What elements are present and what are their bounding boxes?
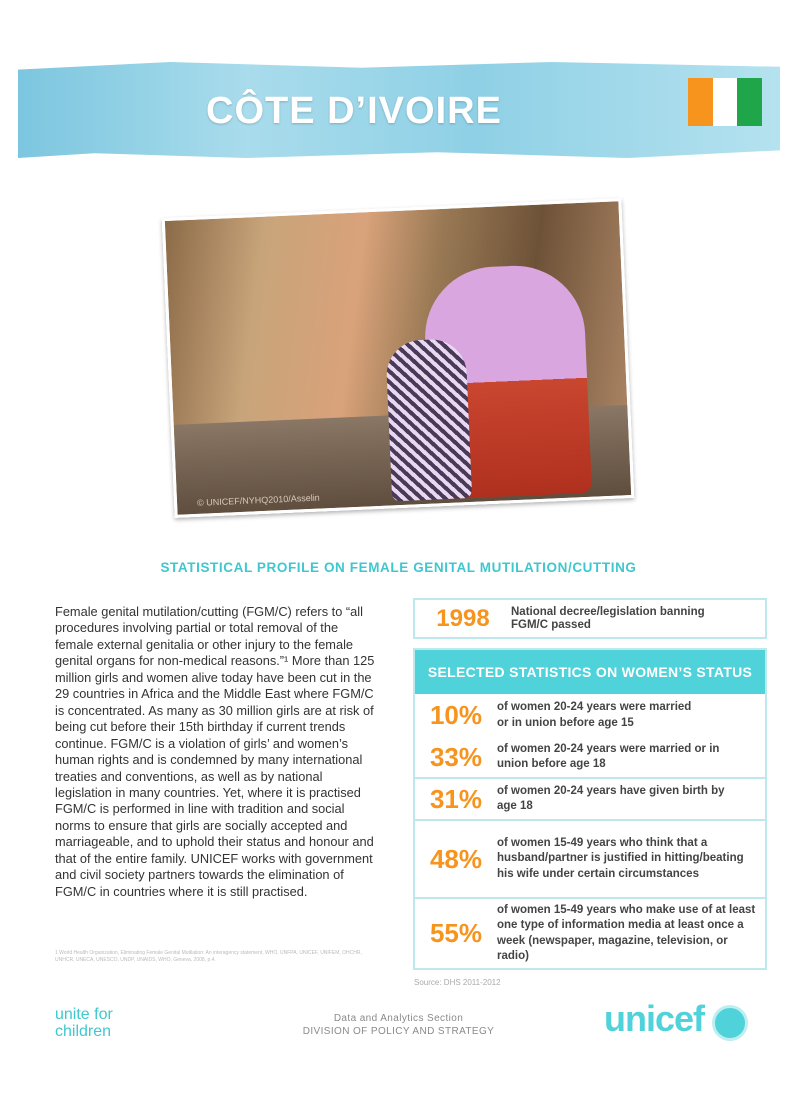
stats-panel	[413, 648, 767, 970]
stat-row	[415, 821, 765, 899]
stat-text: of women 20-24 years were married or in union before age 15	[497, 701, 692, 729]
stat-text: of women 15-49 years who make use of at least one type of information media at least once a week (newspaper, magazine, television, or radio)	[497, 903, 756, 962]
stats-heading: SELECTED STATISTICS ON WOMEN’S STATUS	[415, 650, 765, 694]
unicef-logo: unicef	[604, 998, 705, 1039]
division-line-1: Data and Analytics Section	[333, 1013, 464, 1024]
photo-credit: © UNICEF/NYHQ2010/Asselin	[196, 492, 320, 508]
stat-value: 10%	[429, 700, 483, 730]
stat-row	[415, 899, 765, 968]
source-note: Source: DHS 2011-2012	[414, 978, 501, 987]
division-line-2: DIVISION OF POLICY AND STRATEGY	[302, 1026, 495, 1037]
stat-row	[415, 737, 765, 779]
stat-value: 31%	[429, 783, 483, 814]
legislation-box	[413, 598, 767, 639]
stat-value: 55%	[429, 918, 483, 948]
footnote: 1 World Health Organization, Eliminating Female Genital Mutilation: An interagency statement, WHO, UNFPA, UNICEF, UNIFEM, OHCHR, UNHCR, UNECA, UNESCO, UNDP, UNAIDS, WHO, Geneva, 2008, p.4.	[55, 950, 362, 963]
stat-value: 48%	[429, 843, 483, 874]
stat-text: of women 20-24 years were married or in union before age 18	[497, 742, 720, 770]
tagline-line-2: children	[55, 1023, 112, 1040]
section-subtitle: STATISTICAL PROFILE ON FEMALE GENITAL MUTILATION/CUTTING	[160, 560, 637, 575]
country-title: CÔTE D’IVOIRE	[206, 90, 502, 132]
stat-row	[415, 694, 765, 737]
legislation-year: 1998	[436, 604, 490, 632]
flag-icon	[688, 78, 762, 126]
stat-row	[415, 779, 765, 821]
unicef-globe-icon	[712, 1005, 748, 1041]
tagline-line-1: unite for	[55, 1006, 113, 1023]
stat-value: 33%	[429, 741, 483, 772]
stat-text: of women 20-24 years have given birth by age 18	[497, 784, 725, 812]
stat-text: of women 15-49 years who think that a husband/partner is justified in hitting/beating his wife under certain circumstances	[497, 836, 744, 880]
cover-photo	[162, 198, 635, 518]
intro-text: Female genital mutilation/cutting (FGM/C) refers to “all procedures involving partial or total removal of the female external genitalia or other injury to the female genital organs for non-medical reasons.”¹ More than 125 million girls and women alive today have been cut in the 29 countries in Africa and the Middle East where FGM/C is concentrated. As many as 30 million girls are at risk of being cut before their 15th birthday if current trends continue. FGM/C is a violation of girls’ and women’s human rights and is condemned by many international treaties and conventions, as well as by national legislation in many countries. Yet, where it is practised FGM/C is performed in line with tradition and social norms to ensure that girls are socially accepted and marriageable, and to uphold their status and honour and that of the entire family. UNICEF works with government and civil society partners towards the elimination of FGM/C in countries where it is still practised.	[55, 604, 375, 899]
legislation-text: National decree/legislation banning FGM/C passed	[511, 605, 705, 631]
